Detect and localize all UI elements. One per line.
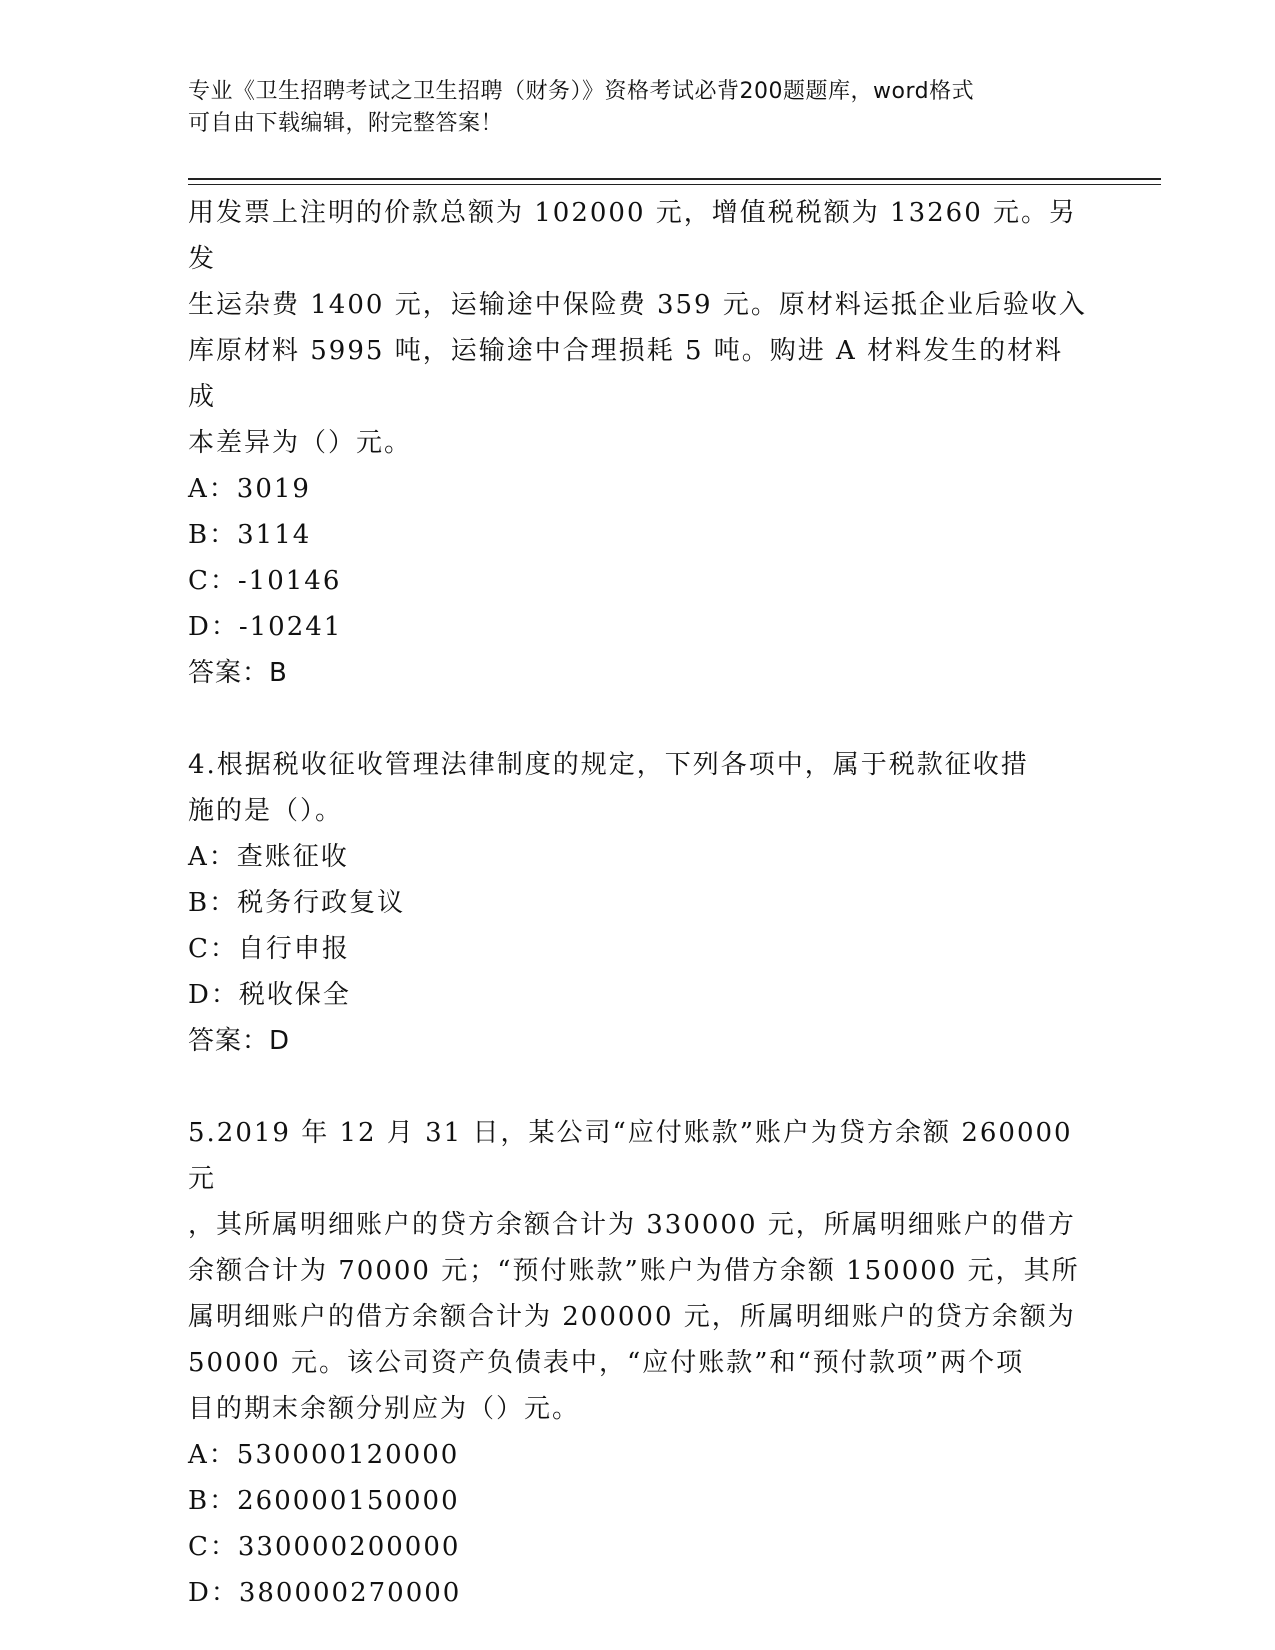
document-body bbox=[188, 190, 1088, 1616]
question-3-stem-line: 用发票上注明的价款总额为 102000 元，增值税税额为 13260 元。另发 bbox=[188, 198, 1078, 274]
question-5-stem-line: 目的期末余额分别应为（）元。 bbox=[188, 1394, 581, 1424]
question-3-stem-line: 生运杂费 1400 元，运输途中保险费 359 元。原材料运抵企业后验收入 bbox=[188, 290, 1087, 320]
question-3-option-b: B：3114 bbox=[188, 520, 312, 550]
question-4-stem-line: 4.根据税收征收管理法律制度的规定，下列各项中，属于税款征收措 bbox=[188, 750, 1029, 780]
header-line-2: 可自由下载编辑，附完整答案！ bbox=[188, 111, 504, 136]
question-3-answer: 答案：B bbox=[188, 658, 288, 688]
question-5-option-b: B：260000150000 bbox=[188, 1486, 460, 1516]
question-3 bbox=[188, 190, 1088, 696]
question-3-stem-line: 本差异为（）元。 bbox=[188, 428, 413, 458]
question-3-option-d: D：-10241 bbox=[188, 612, 343, 642]
question-3-option-c: C：-10146 bbox=[188, 566, 342, 596]
question-5-stem-line: 属明细账户的借方余额合计为 200000 元，所属明细账户的贷方余额为 bbox=[188, 1302, 1076, 1332]
question-3-option-a: A：3019 bbox=[188, 474, 311, 504]
question-5-option-d: D：380000270000 bbox=[188, 1578, 462, 1608]
question-5-option-a: A：530000120000 bbox=[188, 1440, 460, 1470]
header-rule-thick bbox=[188, 178, 1161, 180]
question-5-option-c: C：330000200000 bbox=[188, 1532, 461, 1562]
question-4-option-a: A：查账征收 bbox=[188, 842, 349, 872]
question-4-option-b: B：税务行政复议 bbox=[188, 888, 406, 918]
question-3-stem-line: 库原材料 5995 吨，运输途中合理损耗 5 吨。购进 A 材料发生的材料成 bbox=[188, 336, 1064, 412]
question-4 bbox=[188, 742, 1088, 1064]
spacer bbox=[188, 1064, 1088, 1110]
question-4-answer: 答案：D bbox=[188, 1026, 291, 1056]
question-5-stem-line: ，其所属明细账户的贷方余额合计为 330000 元，所属明细账户的借方 bbox=[188, 1210, 1076, 1240]
header-rule-thin bbox=[188, 184, 1161, 185]
header-line-1: 专业《卫生招聘考试之卫生招聘（财务）》资格考试必背200题题库，word格式 bbox=[188, 79, 975, 104]
question-5-stem-line: 余额合计为 70000 元；“预付账款”账户为借方余额 150000 元，其所 bbox=[188, 1256, 1080, 1286]
question-5 bbox=[188, 1110, 1088, 1616]
spacer bbox=[188, 696, 1088, 742]
question-5-stem-line: 5.2019 年 12 月 31 日，某公司“应付账款”账户为贷方余额 260000 元 bbox=[188, 1118, 1073, 1194]
question-4-option-c: C：自行申报 bbox=[188, 934, 350, 964]
question-4-stem-line: 施的是（）。 bbox=[188, 796, 344, 826]
document-header bbox=[188, 76, 1088, 140]
question-5-stem-line: 50000 元。该公司资产负债表中，“应付账款”和“预付款项”两个项 bbox=[188, 1348, 1025, 1378]
question-4-option-d: D：税收保全 bbox=[188, 980, 351, 1010]
